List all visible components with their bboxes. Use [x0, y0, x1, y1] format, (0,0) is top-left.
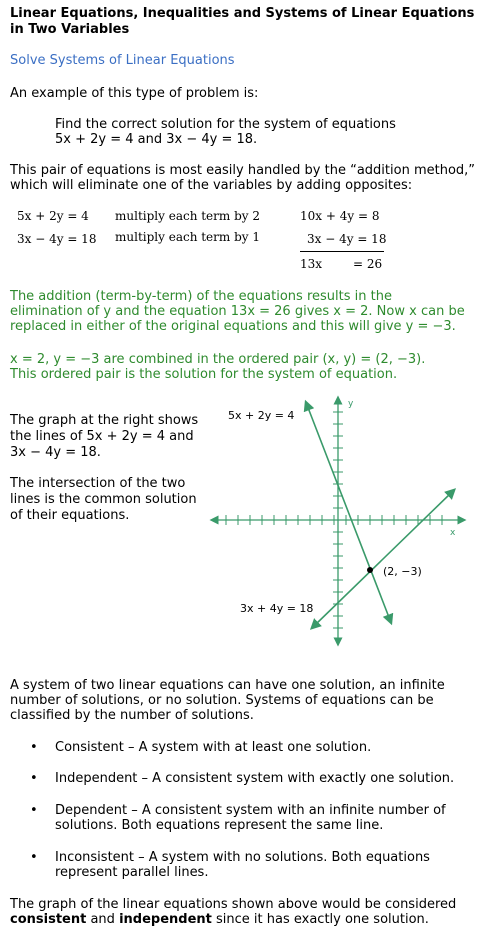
- method-line-2: which will eliminate one of the variables by adding opposites:: [10, 178, 413, 193]
- sum-left: 13x: [300, 257, 323, 271]
- system-graph: [208, 395, 473, 650]
- section-link[interactable]: Solve Systems of Linear Equations: [10, 53, 235, 68]
- bullet-icon: •: [30, 771, 38, 786]
- final-rest: since it has exactly one solution.: [211, 912, 429, 927]
- x-axis-label: x: [450, 528, 456, 538]
- sum-rule: [300, 251, 384, 252]
- title-line-1: Linear Equations, Inequalities and Systems of Linear Equations: [10, 6, 475, 21]
- independent-term: independent: [119, 912, 212, 927]
- page-title: [10, 6, 474, 38]
- result-1: 10x + 4y = 8: [300, 209, 380, 223]
- pair-line-2: This ordered pair is the solution for the system of equation.: [10, 367, 398, 382]
- system-line-1: A system of two linear equations can have one solution, an infinite: [10, 678, 445, 693]
- list-item-inconsistent-1: Inconsistent – A system with no solutions. Both equations: [55, 850, 430, 865]
- bullet-icon: •: [30, 803, 38, 818]
- intersection-text-3: of their equations.: [10, 508, 130, 523]
- addition-line-3: replaced in either of the original equations and this will give y = −3.: [10, 319, 456, 334]
- final-line-1: The graph of the linear equations shown above would be considered: [10, 897, 457, 912]
- equation-2: 3x − 4y = 18: [17, 232, 97, 246]
- and-text: and: [86, 912, 120, 927]
- graph-text-2: the lines of 5x + 2y = 4 and: [10, 429, 194, 444]
- point-label: (2, −3): [383, 565, 422, 578]
- line-5x-2y-4: [307, 405, 390, 620]
- sum-right: = 26: [353, 257, 383, 271]
- problem-line-1: Find the correct solution for the system of equations: [55, 117, 396, 132]
- consistent-term: consistent: [10, 912, 87, 927]
- graph-text-1: The graph at the right shows: [10, 413, 199, 428]
- pair-line-1: x = 2, y = −3 are combined in the ordered pair (x, y) = (2, −3).: [10, 352, 426, 367]
- y-axis-label: y: [348, 399, 354, 409]
- list-item-dependent-2: solutions. Both equations represent the same line.: [55, 818, 384, 833]
- addition-line-1: The addition (term-by-term) of the equations results in the: [10, 289, 392, 304]
- intersection-text-2: lines is the common solution: [10, 492, 197, 507]
- bullet-icon: •: [30, 740, 38, 755]
- step-2: multiply each term by 1: [115, 230, 261, 244]
- problem-line-2: 5x + 2y = 4 and 3x − 4y = 18.: [55, 132, 258, 147]
- title-line-2: in Two Variables: [10, 22, 130, 37]
- line2-label: 3x + 4y = 18: [240, 602, 314, 615]
- line-3x-4y-18: [314, 492, 452, 626]
- bullet-icon: •: [30, 850, 38, 865]
- method-line-1: This pair of equations is most easily handled by the “addition method,”: [10, 163, 476, 178]
- step-1: multiply each term by 2: [115, 209, 261, 223]
- graph-text-3: 3x − 4y = 18.: [10, 445, 101, 460]
- equation-1: 5x + 2y = 4: [17, 209, 89, 223]
- list-item-inconsistent-2: represent parallel lines.: [55, 865, 209, 880]
- intro-text: An example of this type of problem is:: [10, 86, 259, 101]
- intersection-point: [367, 567, 373, 573]
- intersection-text-1: The intersection of the two: [10, 476, 186, 491]
- list-item-dependent-1: Dependent – A consistent system with an infinite number of: [55, 803, 446, 818]
- line1-label: 5x + 2y = 4: [228, 409, 295, 422]
- list-item-consistent: Consistent – A system with at least one solution.: [55, 740, 372, 755]
- result-2: 3x − 4y = 18: [307, 232, 387, 246]
- list-item-independent: Independent – A consistent system with exactly one solution.: [55, 771, 455, 786]
- addition-line-2: elimination of y and the equation 13x = 26 gives x = 2. Now x can be: [10, 304, 465, 319]
- system-line-2: number of solutions, or no solution. Systems of equations can be: [10, 693, 434, 708]
- system-line-3: classified by the number of solutions.: [10, 708, 254, 723]
- final-line-2: [10, 912, 429, 927]
